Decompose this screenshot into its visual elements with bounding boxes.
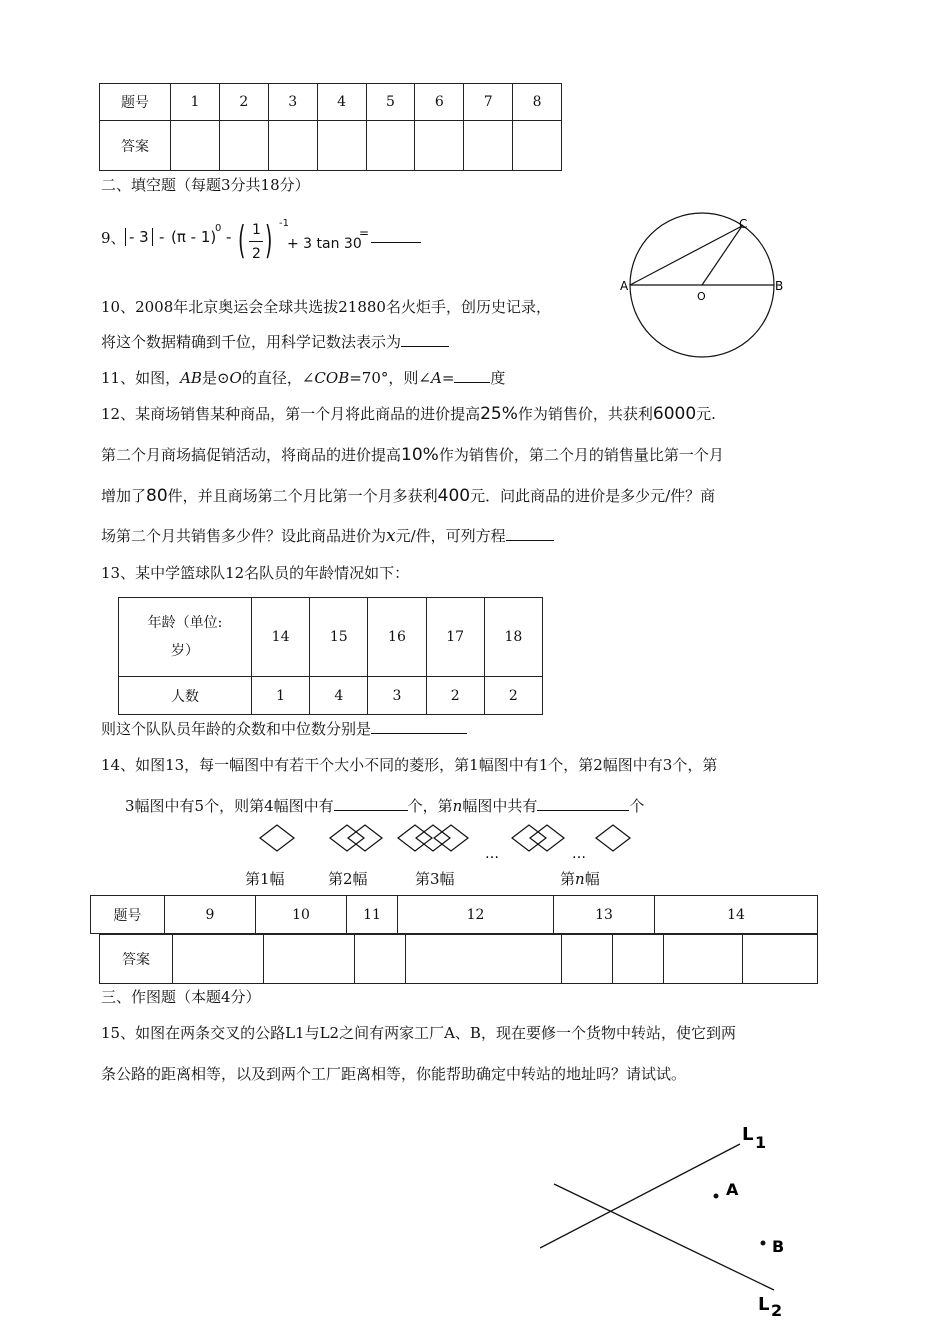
q10-line2 bbox=[101, 332, 449, 352]
q14-blank-1[interactable] bbox=[334, 796, 408, 811]
count-value: 2 bbox=[484, 677, 542, 715]
q11-o: O bbox=[229, 369, 242, 387]
age-header bbox=[119, 598, 252, 677]
fig2-rhombus-left bbox=[330, 825, 364, 851]
table1-answer-cell[interactable] bbox=[513, 121, 562, 171]
q12-p10: 10% bbox=[401, 445, 439, 465]
q11-cob: COB bbox=[314, 369, 350, 387]
table2-number: 9 bbox=[165, 896, 256, 934]
label-factory-a: A bbox=[726, 1180, 739, 1199]
q13-question bbox=[101, 719, 467, 739]
q14-l2a: 3幅图中有5个，则第4幅图中有 bbox=[125, 797, 334, 815]
table2-answer-cell[interactable] bbox=[264, 935, 355, 984]
q14-l2c: 幅图中共有 bbox=[462, 797, 538, 815]
q11-mid4: = bbox=[441, 369, 455, 387]
factory-a-point bbox=[714, 1194, 719, 1199]
label-o: O bbox=[697, 290, 706, 303]
table1-number: 6 bbox=[415, 84, 464, 121]
label-l2-sub: 2 bbox=[771, 1301, 783, 1320]
q11-line bbox=[101, 368, 505, 388]
q12-l2b: 作为销售价，第二个月的销售量比第一个月 bbox=[438, 446, 724, 464]
answer-table-2-header bbox=[90, 895, 818, 934]
table2-answer-cell[interactable] bbox=[613, 935, 664, 984]
q9-frac-exp: -1 bbox=[279, 218, 289, 229]
count-value: 3 bbox=[368, 677, 426, 715]
fign-label-b: 幅 bbox=[584, 870, 600, 888]
table2-number: 13 bbox=[554, 896, 655, 934]
fign-label bbox=[560, 869, 600, 889]
answer-table-2-answers bbox=[99, 934, 818, 984]
table1-number: 7 bbox=[464, 84, 513, 121]
fig4-rhombus-right bbox=[530, 825, 564, 851]
q14-l2b: 个，第 bbox=[407, 797, 453, 815]
age-value: 15 bbox=[310, 598, 368, 677]
q10-line2-text: 将这个数据精确到千位，用科学记数法表示为 bbox=[101, 333, 402, 351]
q12-line4 bbox=[101, 524, 554, 548]
q12-v80: 80 bbox=[146, 486, 168, 506]
q12-l3a: 增加了 bbox=[101, 487, 147, 505]
table2-answer-cell[interactable] bbox=[664, 935, 743, 984]
q11-answer-blank[interactable] bbox=[454, 368, 490, 383]
table2-number: 11 bbox=[347, 896, 398, 934]
label-b: B bbox=[775, 279, 784, 293]
label-l1-sub: 1 bbox=[755, 1133, 767, 1152]
table2-answer-cell[interactable] bbox=[173, 935, 264, 984]
table1-answer-cell[interactable] bbox=[317, 121, 366, 171]
q9-frac-den: 2 bbox=[252, 246, 261, 262]
q15-line2: 条公路的距离相等，以及到两个工厂距离相等，你能帮助确定中转站的地址吗？请试试。 bbox=[101, 1065, 687, 1083]
q9-answer-blank[interactable] bbox=[371, 228, 421, 243]
fign-label-a: 第 bbox=[560, 870, 576, 888]
q12-l3c: 元．问此商品的进价是多少元/件？商 bbox=[470, 487, 716, 505]
fig3-rhombus-3 bbox=[434, 825, 468, 851]
fig2-rhombus-right bbox=[348, 825, 382, 851]
q9-abs-text: - 3 bbox=[125, 228, 153, 246]
table1-number: 5 bbox=[366, 84, 415, 121]
q14-blank-2[interactable] bbox=[537, 796, 629, 811]
q10-line1: 10、2008年北京奥运会全球共选拔21880名火炬手，创历史记录， bbox=[101, 298, 551, 316]
table2-number: 10 bbox=[256, 896, 347, 934]
section3-title: 三、作图题（本题4分） bbox=[101, 988, 261, 1006]
ellipsis-2: … bbox=[572, 846, 586, 862]
table2-answer-label: 答案 bbox=[100, 935, 173, 984]
table2-answer-cell[interactable] bbox=[562, 935, 613, 984]
label-factory-b: B bbox=[772, 1237, 785, 1256]
table1-number: 3 bbox=[268, 84, 317, 121]
q12-x: x bbox=[386, 526, 396, 546]
answer-table-1 bbox=[99, 83, 562, 171]
q12-l1a: 12、某商场销售某种商品，第一个月将此商品的进价提高 bbox=[101, 405, 481, 423]
age-label-2: 岁） bbox=[171, 643, 199, 659]
q12-l4b: 元/件，可列方程 bbox=[395, 527, 506, 545]
label-c: C bbox=[739, 217, 748, 231]
table2-number: 14 bbox=[655, 896, 818, 934]
fign-label-n: n bbox=[575, 870, 585, 888]
table2-header-label: 题号 bbox=[91, 896, 165, 934]
q12-line2 bbox=[101, 443, 724, 467]
table1-number: 2 bbox=[219, 84, 268, 121]
age-label-1: 年龄（单位: bbox=[147, 615, 223, 631]
q11-mid1: 是⊙ bbox=[201, 369, 230, 387]
q9-frac-bar bbox=[249, 241, 263, 242]
fig1-label: 第1幅 bbox=[245, 870, 285, 888]
q11-ab: AB bbox=[180, 369, 202, 387]
table1-answer-cell[interactable] bbox=[171, 121, 220, 171]
age-value: 14 bbox=[252, 598, 310, 677]
table2-answer-cell[interactable] bbox=[743, 935, 818, 984]
q9-formula bbox=[101, 220, 431, 270]
q15-line1: 15、如图在两条交叉的公路L1与L2之间有两家工厂A、B，现在要修一个货物中转站，使它到两 bbox=[101, 1024, 736, 1042]
ellipsis-1: … bbox=[485, 846, 499, 862]
road-l1 bbox=[540, 1144, 740, 1248]
table1-header-label: 题号 bbox=[100, 84, 171, 121]
label-l1: L bbox=[742, 1124, 754, 1145]
table2-answer-cell[interactable] bbox=[406, 935, 562, 984]
table1-number: 8 bbox=[513, 84, 562, 121]
q9-abs-value bbox=[125, 228, 153, 246]
q9-minus-2: - bbox=[226, 228, 232, 246]
q12-answer-blank[interactable] bbox=[506, 526, 554, 541]
age-value: 18 bbox=[484, 598, 542, 677]
q13-answer-blank[interactable] bbox=[371, 719, 467, 734]
q11-post: 度 bbox=[490, 369, 506, 387]
q13-intro: 13、某中学篮球队12名队员的年龄情况如下： bbox=[101, 564, 410, 582]
q12-v6000: 6000 bbox=[652, 404, 697, 424]
q9-tan-part: + 3 tan 30 bbox=[287, 236, 362, 252]
fig4-rhombus-left bbox=[512, 825, 546, 851]
fig1-rhombus bbox=[260, 825, 294, 851]
label-a: A bbox=[620, 279, 629, 293]
q12-l3b: 件，并且商场第二个月比第一个月多获利 bbox=[167, 487, 438, 505]
circle-diagram bbox=[615, 212, 790, 362]
q9-pi-part: (π - 1) bbox=[171, 228, 217, 246]
q11-mid2: 的直径，∠ bbox=[241, 369, 315, 387]
q9-frac-num: 1 bbox=[252, 222, 261, 238]
roads-diagram bbox=[540, 1118, 800, 1328]
count-value: 2 bbox=[426, 677, 484, 715]
road-l2 bbox=[554, 1184, 774, 1290]
fig3-label: 第3幅 bbox=[415, 870, 455, 888]
q9-left-paren: ( bbox=[238, 218, 246, 262]
chord-ac bbox=[630, 226, 742, 285]
table1-number: 1 bbox=[171, 84, 220, 121]
q9-pi-exp: 0 bbox=[215, 223, 222, 234]
age-table bbox=[118, 597, 543, 715]
table2-answer-cell[interactable] bbox=[355, 935, 406, 984]
table1-answer-cell[interactable] bbox=[268, 121, 317, 171]
table1-answer-label: 答案 bbox=[100, 121, 171, 171]
rhombus-figures bbox=[250, 820, 650, 862]
table1-answer-cell[interactable] bbox=[366, 121, 415, 171]
q9-right-paren: ) bbox=[265, 218, 273, 262]
count-label: 人数 bbox=[119, 677, 252, 715]
fig3-rhombus-1 bbox=[398, 825, 432, 851]
q9-minus: - bbox=[159, 228, 165, 246]
table1-answer-cell[interactable] bbox=[464, 121, 513, 171]
q12-l2a: 第二个月商场搞促销活动，将商品的进价提高 bbox=[101, 446, 402, 464]
radius-oc bbox=[702, 226, 742, 285]
q10-answer-blank[interactable] bbox=[401, 332, 449, 347]
factory-b-point bbox=[761, 1241, 766, 1246]
label-l2: L bbox=[758, 1294, 770, 1315]
q12-l4a: 场第二个月共销售多少件？设此商品进价为 bbox=[101, 527, 387, 545]
q12-v400: 400 bbox=[437, 486, 471, 506]
count-value: 1 bbox=[252, 677, 310, 715]
table1-answer-cell[interactable] bbox=[219, 121, 268, 171]
q14-l2d: 个 bbox=[629, 797, 645, 815]
q14-line1: 14、如图13，每一幅图中有若干个大小不同的菱形，第1幅图中有1个，第2幅图中有3个，第 bbox=[101, 756, 718, 774]
q12-l1b: 作为销售价，共获利 bbox=[517, 405, 653, 423]
fig2-label: 第2幅 bbox=[328, 870, 368, 888]
fig3-rhombus-2 bbox=[416, 825, 450, 851]
age-value: 16 bbox=[368, 598, 426, 677]
table2-number: 12 bbox=[398, 896, 554, 934]
section2-title: 二、填空题（每题3分共18分） bbox=[101, 176, 310, 194]
q13-question-text: 则这个队队员年龄的众数和中位数分别是 bbox=[101, 720, 372, 738]
q12-p25: 25% bbox=[480, 404, 518, 424]
q12-l1c: 元. bbox=[696, 405, 716, 423]
q11-pre: 11、如图， bbox=[101, 369, 181, 387]
fign-rhombus bbox=[596, 825, 630, 851]
table1-number: 4 bbox=[317, 84, 366, 121]
q11-mid3: =70°，则∠ bbox=[349, 369, 431, 387]
q14-n: n bbox=[452, 797, 463, 815]
q9-equals: = bbox=[359, 226, 370, 240]
q9-number: 9、 bbox=[101, 229, 126, 247]
table1-answer-cell[interactable] bbox=[415, 121, 464, 171]
q11-a: A bbox=[430, 369, 442, 387]
q14-line2 bbox=[125, 796, 644, 816]
q12-line1 bbox=[101, 402, 716, 426]
q12-line3 bbox=[101, 484, 715, 508]
count-value: 4 bbox=[310, 677, 368, 715]
age-value: 17 bbox=[426, 598, 484, 677]
